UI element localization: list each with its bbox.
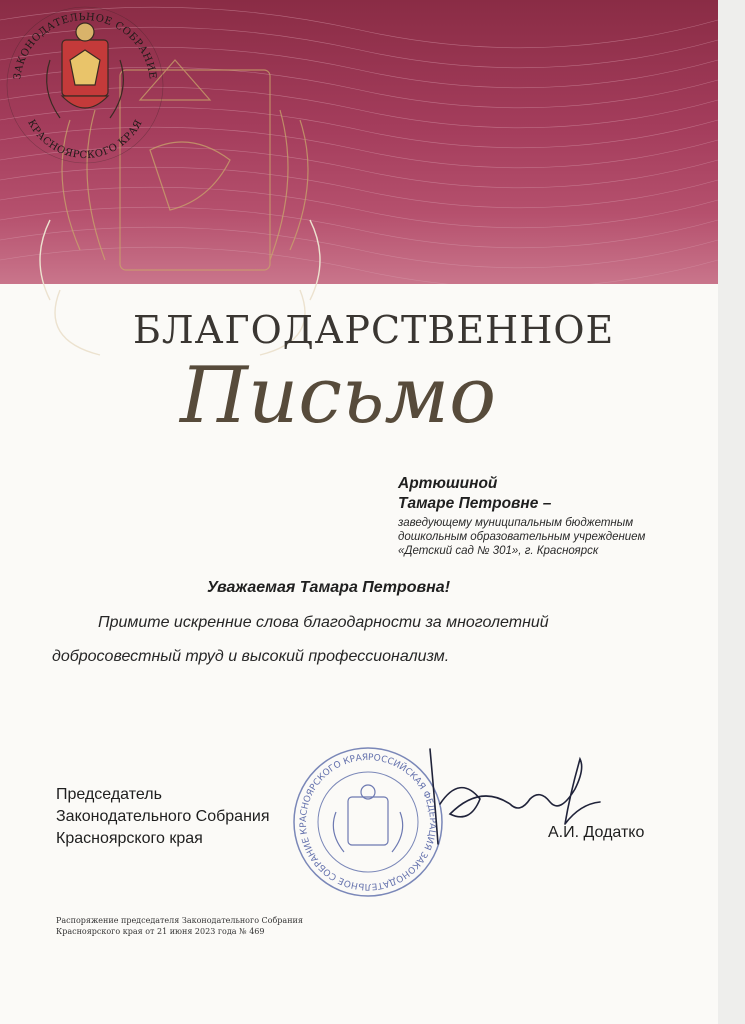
addressee-position-3: «Детский сад № 301», г. Красноярск <box>398 545 599 557</box>
seal-text-top: ЗАКОНОДАТЕЛЬНОЕ СОБРАНИЕ <box>12 11 158 81</box>
signatory-position-3: Красноярского края <box>56 830 203 847</box>
addressee-position-2: дошкольным образовательным учреждением <box>398 531 646 543</box>
letter-greeting: Уважаемая Тамара Петровна! <box>207 579 451 596</box>
signatory-position-2: Законодательного Собрания <box>56 808 270 825</box>
signatory-position-1: Председатель <box>56 786 162 803</box>
addressee-surname: Артюшиной <box>398 475 498 492</box>
scan-edge <box>718 0 745 1024</box>
addressee-block <box>398 474 698 558</box>
signatory-position <box>56 784 270 850</box>
addressee-name: Тамаре Петровне – <box>398 495 552 512</box>
stamp-ring-text: РОССИЙСКАЯ ФЕДЕРАЦИЯ ЗАКОНОДАТЕЛЬНОЕ СОБРАНИЕ КРАСНОЯРСКОГО КРАЯ <box>298 752 438 892</box>
footer-decree <box>56 915 303 937</box>
addressee-position-1: заведующему муниципальным бюджетным <box>398 517 634 529</box>
footer-line-1: Распоряжение председателя Законодательного Собрания <box>56 916 303 925</box>
script-title <box>170 330 530 450</box>
script-title-text: Письмо <box>180 351 497 441</box>
letter-line-2: добросовестный труд и высокий профессионализм. <box>52 648 450 665</box>
letter-line-1: Примите искренние слова благодарности за многолетний <box>98 614 549 631</box>
seal-text-bottom: КРАСНОЯРСКОГО КРАЯ <box>25 117 145 162</box>
footer-line-2: Красноярского края от 21 июня 2023 года № 469 <box>56 927 265 936</box>
signatory-name: А.И. Додатко <box>548 824 645 841</box>
letter-body <box>52 606 672 674</box>
certificate-title: БЛАГОДАРСТВЕННОЕ <box>133 308 615 352</box>
